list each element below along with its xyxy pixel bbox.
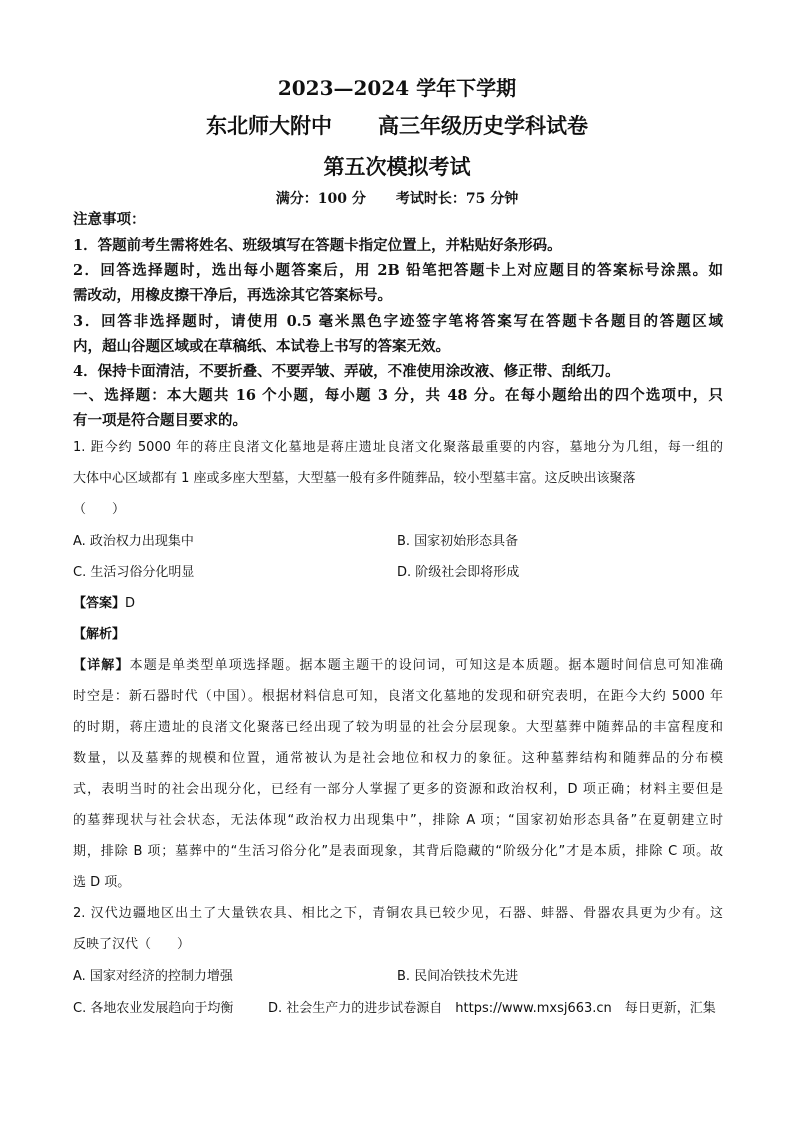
note-3-line-2: 内，超山谷题区域或在草稿纸、本试卷上书写的答案无效。	[73, 338, 450, 355]
q1-option-b: B. 国家初始形态具备	[397, 534, 519, 549]
q1-analysis-label: 【解析】	[73, 627, 126, 642]
q2-option-c: C. 各地农业发展趋向于均衡	[73, 1001, 234, 1016]
q1-stem-line-1: 1. 距今约 5000 年的蒋庄良渚文化墓地是蒋庄遗址良渚文化聚落最重要的内容，墓地分为几组，每一组的	[73, 440, 723, 455]
notes-heading: 注意事项：	[73, 211, 146, 228]
answer-value: D	[125, 596, 136, 611]
q2-option-a: A. 国家对经济的控制力增强	[73, 969, 233, 984]
q2-stem-line-1: 2. 汉代边疆地区出土了大量铁农具、相比之下，青铜农具已较少见，石器、蚌器、骨器农具更为少有。这	[73, 906, 723, 921]
school-exam-title	[0, 110, 794, 140]
q1-detail-line-8: 选 D 项。	[73, 875, 131, 890]
school-name: 东北师大附中	[206, 113, 332, 138]
q1-answer	[73, 594, 135, 614]
q1-stem-line-2: 大体中心区域都有 1 座或多座大型墓，大型墓一般有多件随葬品，较小型墓丰富。这反映出该聚落	[73, 471, 636, 486]
q1-detail-line-2: 时空是：新石器时代（中国）。根据材料信息可知，良渚文化墓地的发现和研究表明，在距今大约 5000 年	[73, 689, 723, 704]
section-1-intro-line-2: 有一项是符合题目要求的。	[73, 412, 247, 429]
note-3-line-1: 3．回答非选择题时，请使用 0.5 毫米黑色字迹签字笔将答案写在答题卡各题目的答题区域	[73, 313, 723, 330]
exam-name: 高三年级历史学科试卷	[378, 113, 588, 138]
q2-option-b: B. 民间冶铁技术先进	[397, 969, 519, 984]
q2-stem-line-2: 反映了汉代（ ）	[73, 937, 191, 952]
q1-option-c: C. 生活习俗分化明显	[73, 565, 195, 580]
q1-detail-line-4: 数量，以及墓葬的规模和位置，通常被认为是社会地位和权力的象征。这种墓葬结构和随葬品的分布模	[73, 751, 723, 766]
exam-meta	[0, 188, 794, 208]
q1-detail-line-5: 式，表明当时的社会出现分化，已经有一部分人掌握了更多的资源和政治权利，D 项正确；材料主要但是	[73, 782, 723, 797]
q1-option-d: D. 阶级社会即将形成	[397, 565, 520, 580]
answer-label: 【答案】	[73, 596, 126, 611]
q1-detail-line-7: 期，排除 B 项；墓葬中的“生活习俗分化”是表面现象，其背后隐藏的“阶级分化”才是本质，排除 C 项。故	[73, 844, 723, 859]
mock-exam-heading: 第五次模拟考试	[323, 154, 471, 179]
section-1-intro-line-1: 一、选择题：本大题共 16 个小题，每小题 3 分，共 48 分。在每小题给出的四个选项中，只	[73, 387, 723, 404]
exam-duration: 考试时长：75 分钟	[395, 191, 519, 207]
note-1: 1．答题前考生需将姓名、班级填写在答题卡指定位置上，并粘贴好条形码。	[73, 237, 562, 254]
note-2-line-2: 需改动，用橡皮擦干净后，再选涂其它答案标号。	[73, 287, 392, 304]
q2-option-d-with-source-footer: D. 社会生产力的进步试卷源自 https://www.mxsj663.cn 每日更新，汇集	[268, 1001, 716, 1016]
note-2-line-1: 2．回答选择题时，选出每小题答案后，用 2B 铅笔把答题卡上对应题目的答案标号涂黑。如	[73, 262, 723, 279]
q1-blank: （ ）	[73, 502, 126, 517]
academic-year-heading: 2023—2024 学年下学期	[277, 76, 517, 100]
q1-detail-line-6: 的墓葬现状与社会状态，无法体现“政治权力出现集中”，排除 A 项；“国家初始形态具备”在夏朝建立时	[73, 813, 723, 828]
note-4: 4．保持卡面清洁，不要折叠、不要弄皱、弄破，不准使用涂改液、修正带、刮纸刀。	[73, 363, 620, 380]
q1-detail-line-1: 【详解】本题是单类型单项选择题。据本题主题干的设问词，可知这是本质题。据本题时间信息可知准确	[73, 658, 723, 673]
q1-option-a: A. 政治权力出现集中	[73, 534, 194, 549]
q1-detail-line-3: 的时期，蒋庄遗址的良渚文化聚落已经出现了较为明显的社会分层现象。大型墓葬中随葬品的丰富程度和	[73, 720, 723, 735]
detail-label: 【详解】	[73, 658, 130, 673]
full-score: 满分：100 分	[275, 191, 366, 207]
